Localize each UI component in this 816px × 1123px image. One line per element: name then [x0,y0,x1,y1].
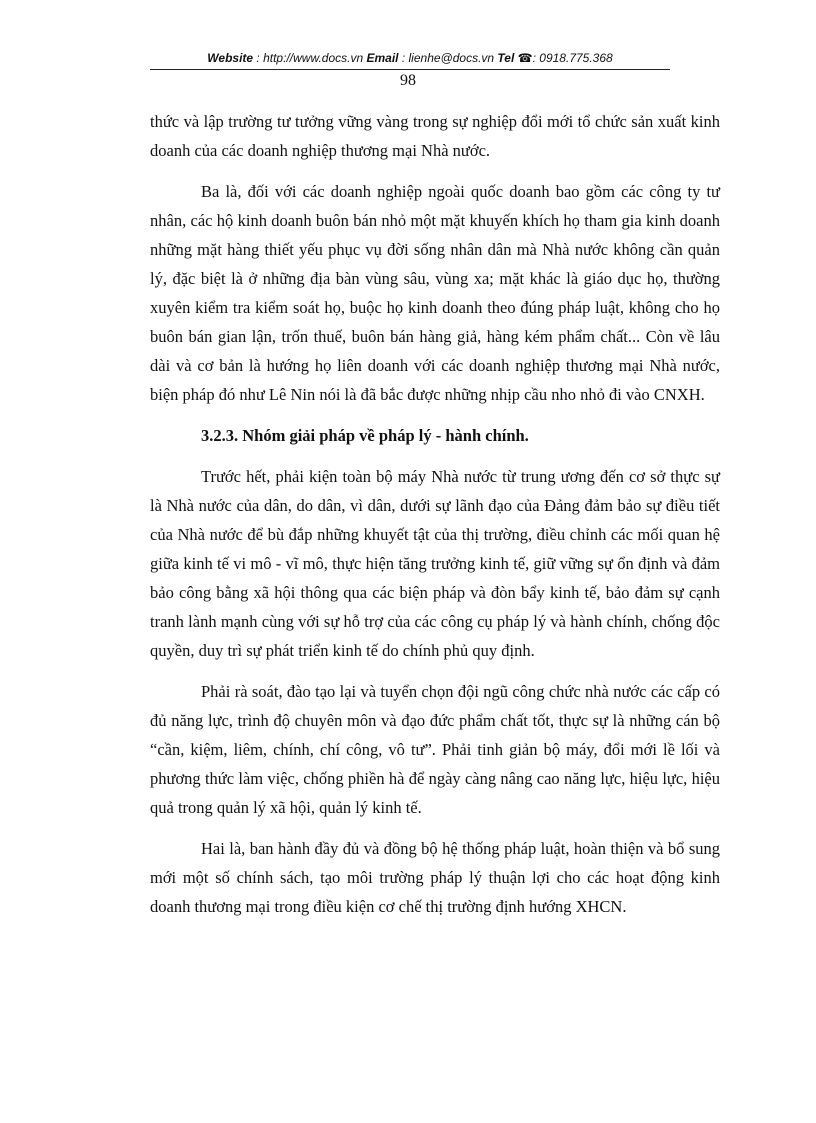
paragraph-hai-la: Hai là, ban hành đầy đủ và đồng bộ hệ thống pháp luật, hoàn thiện và bổ sung mới một số chính sách, tạo môi trường pháp lý thuận lợi cho các hoạt động kinh doanh thương mại trong điều kiện cơ chế thị trường định hướng XHCN. [150,839,720,916]
tel-label: Tel [497,51,515,65]
email-value: : lienhe@docs.vn [401,51,495,65]
website-value: : http://www.docs.vn [256,51,364,65]
email-label: Email [366,51,399,65]
page-header [150,51,670,65]
tel-value: ☎: 0918.775.368 [517,51,613,65]
document-body [150,107,720,933]
paragraph-phai-ra-soat: Phải rà soát, đào tạo lại và tuyển chọn đội ngũ công chức nhà nước các cấp có đủ năng lực, trình độ chuyên môn và đạo đức phẩm chất tốt, thực sự là những cán bộ “cần, kiệm, liêm, chính, chí công, vô tư”. Phải tinh giản bộ máy, đổi mới lề lối và phương thức làm việc, chống phiền hà để ngày càng nâng cao năng lực, hiệu lực, hiệu quả trong quản lý xã hội, quản lý kinh tế. [150,682,720,817]
website-label: Website [207,51,254,65]
paragraph-truoc-het: Trước hết, phải kiện toàn bộ máy Nhà nước từ trung ương đến cơ sở thực sự là Nhà nước của dân, do dân, vì dân, dưới sự lãnh đạo của Đảng đảm bảo sự điều tiết của Nhà nước để bù đắp những khuyết tật của thị trường, điều chỉnh các mối quan hệ giữa kinh tế vi mô - vĩ mô, thực hiện tăng trưởng kinh tế, giữ vững sự ổn định và đảm bảo công bằng xã hội thông qua các biện pháp và đòn bẩy kinh tế, bảo đảm sự cạnh tranh lành mạnh cùng với sự hỗ trợ của các công cụ pháp lý và hành chính, chống độc quyền, duy trì sự phát triển kinh tế do chính phủ quy định. [150,467,720,660]
header-divider [150,69,670,70]
section-heading: 3.2.3. Nhóm giải pháp về pháp lý - hành chính. [201,426,529,445]
paragraph-continuation: thức và lập trường tư tưởng vững vàng trong sự nghiệp đổi mới tổ chức sản xuất kinh doanh của các doanh nghiệp thương mại Nhà nước. [150,112,720,160]
paragraph-ba-la: Ba là, đối với các doanh nghiệp ngoài quốc doanh bao gồm các công ty tư nhân, các hộ kinh doanh buôn bán nhỏ một mặt khuyến khích họ tham gia kinh doanh những mặt hàng thiết yếu phục vụ đời sống nhân dân mà Nhà nước không cần quản lý, đặc biệt là ở những địa bàn vùng sâu, vùng xa; mặt khác là giáo dục họ, thường xuyên kiểm tra kiểm soát họ, buộc họ kinh doanh theo đúng pháp luật, không cho họ buôn bán gian lận, trốn thuế, buôn bán hàng giả, hàng kém phẩm chất... Còn về lâu dài và cơ bản là hướng họ liên doanh với các doanh nghiệp thương mại Nhà nước, biện pháp đó như Lê Nin nói là đã bắc được những nhịp cầu nho nhỏ đi vào CNXH. [150,182,720,404]
page-number: 98 [400,72,416,89]
